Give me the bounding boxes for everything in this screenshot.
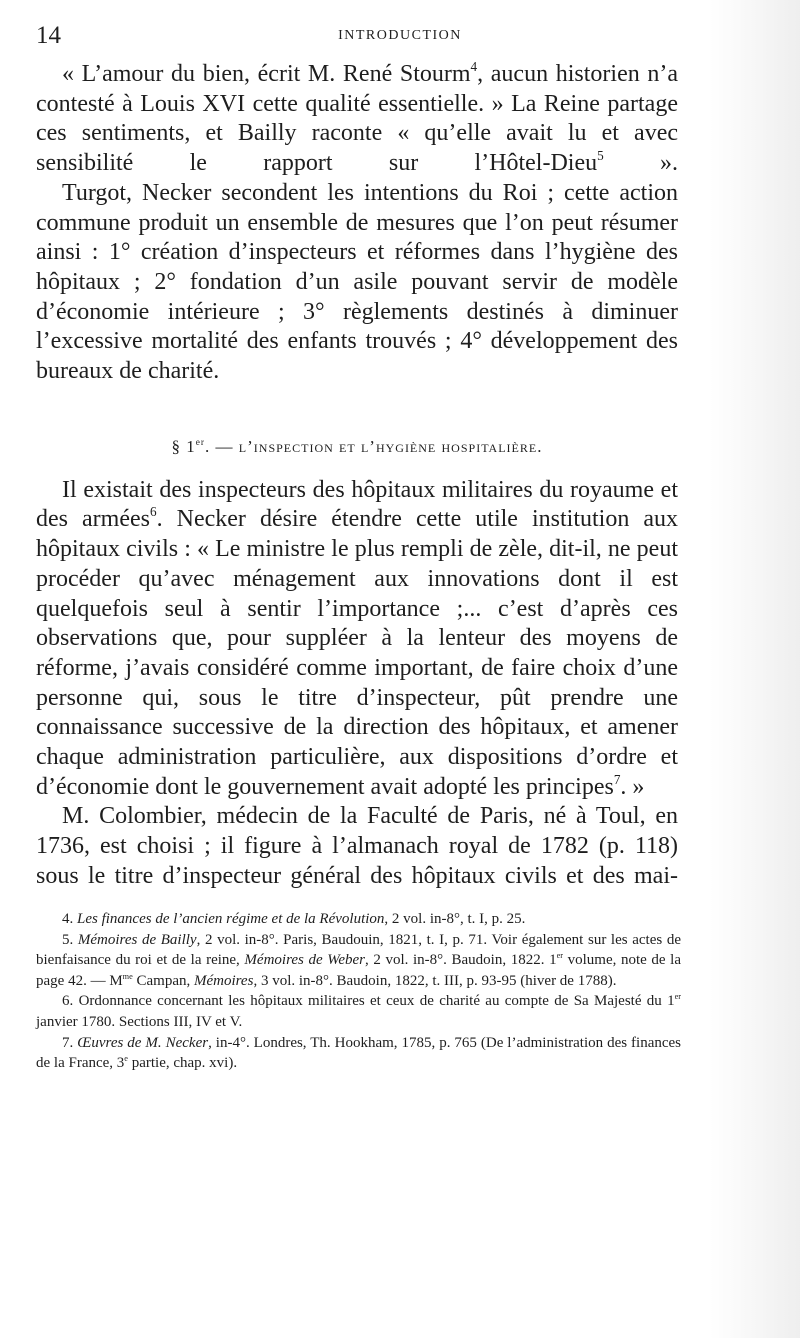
footnote-ref-4: 4 (470, 59, 478, 75)
page-number: 14 (36, 22, 61, 49)
footnote-4: 4. Les finances de l’ancien régime et de la Révolution, 2 vol. in-8°, t. I, p. 25. (62, 911, 526, 927)
footnotes (36, 909, 681, 1074)
paragraph-stourm: « L’amour du bien, écrit M. René Stourm$^4$, aucun historien n’a contesté à Louis XVI cette qualité essentielle. » La Reine partage ces sentiments, et Bailly raconte « qu’elle avait lu et avec sensibilité le rapport sur l’Hôtel-Dieu$^5$ ». (36, 59, 679, 177)
page-edge-shadow (710, 0, 800, 1338)
paragraph-turgot: Turgot, Necker secondent les intentions du Roi ; cette action commune produit un ensemble de mesures que l’on peut résumer ainsi : 1° création d’inspecteurs et réformes dans l’hygiène des hôpitaux ; 2° fondation d’un asile pouvant servir de modèle d’économie intérieure ; 3° règlements destinés à diminuer l’excessive mortalité des enfants trouvés ; 4° développement des bureaux de charité. (36, 179, 678, 385)
paragraph-inspecteurs: Il existait des inspecteurs des hôpitaux militaires du royaume et des armées$^6$. Necker désire étendre cette utile institution aux hôpitaux civils : « Le ministre le plus rempli de zèle, dit-il, ne peut procéder qu’avec ménagement aux innovations dont il est quelquefois seul à sentir l’importance ;... c’est d’après ces observations que, pour suppléer à la lenteur des moyens de réforme, j’avais considéré comme important, de faire choix d’une personne qui, sous le titre d’inspecteur, pût prendre une connaissance successive de la direction des hôpitaux, et amener chaque administration particulière, aux dispositions d’ordre et d’économie dont le gouvernement avait adopté les principes$^7$. » (36, 476, 679, 800)
section-title: l’inspection et l’hygiène hospitalière. (238, 436, 543, 456)
footnote-5: 5. Mémoires de Bailly, 2 vol. in-8°. Paris, Baudouin, 1821, t. I, p. 71. Voir également sur les actes de bienfaisance du roi et de la reine, Mémoires de Weber, 2 vol. in-8°. Baudoin, 1822. 1er volume, note de la page 42. — $M^{me}$ Campan, Mémoires, 3 vol. in-8°. Baudoin, 1822, t. III, p. 93-95 (hiver de 1788). (36, 931, 681, 989)
paragraph-colombier: M. Colombier, médecin de la Faculté de Paris, né à Toul, en 1736, est choisi ; il figure à l’almanach royal de 1782 (p. 118) sous le titre d’inspecteur général des hôpitaux civils et des mai- (36, 803, 678, 889)
page-header (36, 22, 764, 52)
footnote-ref-5: 5 (597, 148, 604, 164)
footnote-ref-7: 7 (613, 771, 621, 787)
section-heading: § 1er. — l’inspection et l’hygiène hospitalière. (171, 436, 543, 456)
running-head: INTRODUCTION (338, 28, 462, 43)
body-text (36, 60, 678, 892)
footnote-ref-6: 6 (150, 504, 157, 520)
footnote-7: 7. Œuvres de M. Necker, in-4°. Londres, Th. Hookham, 1785, p. 765 (De l’administration des finances de la France, 3e partie, chap. xvi). (36, 1034, 682, 1072)
footnote-6: 6. Ordonnance concernant les hôpitaux militaires et ceux de charité au compte de Sa Majesté du 1er janvier 1780. Sections III, IV et V. (36, 992, 682, 1030)
